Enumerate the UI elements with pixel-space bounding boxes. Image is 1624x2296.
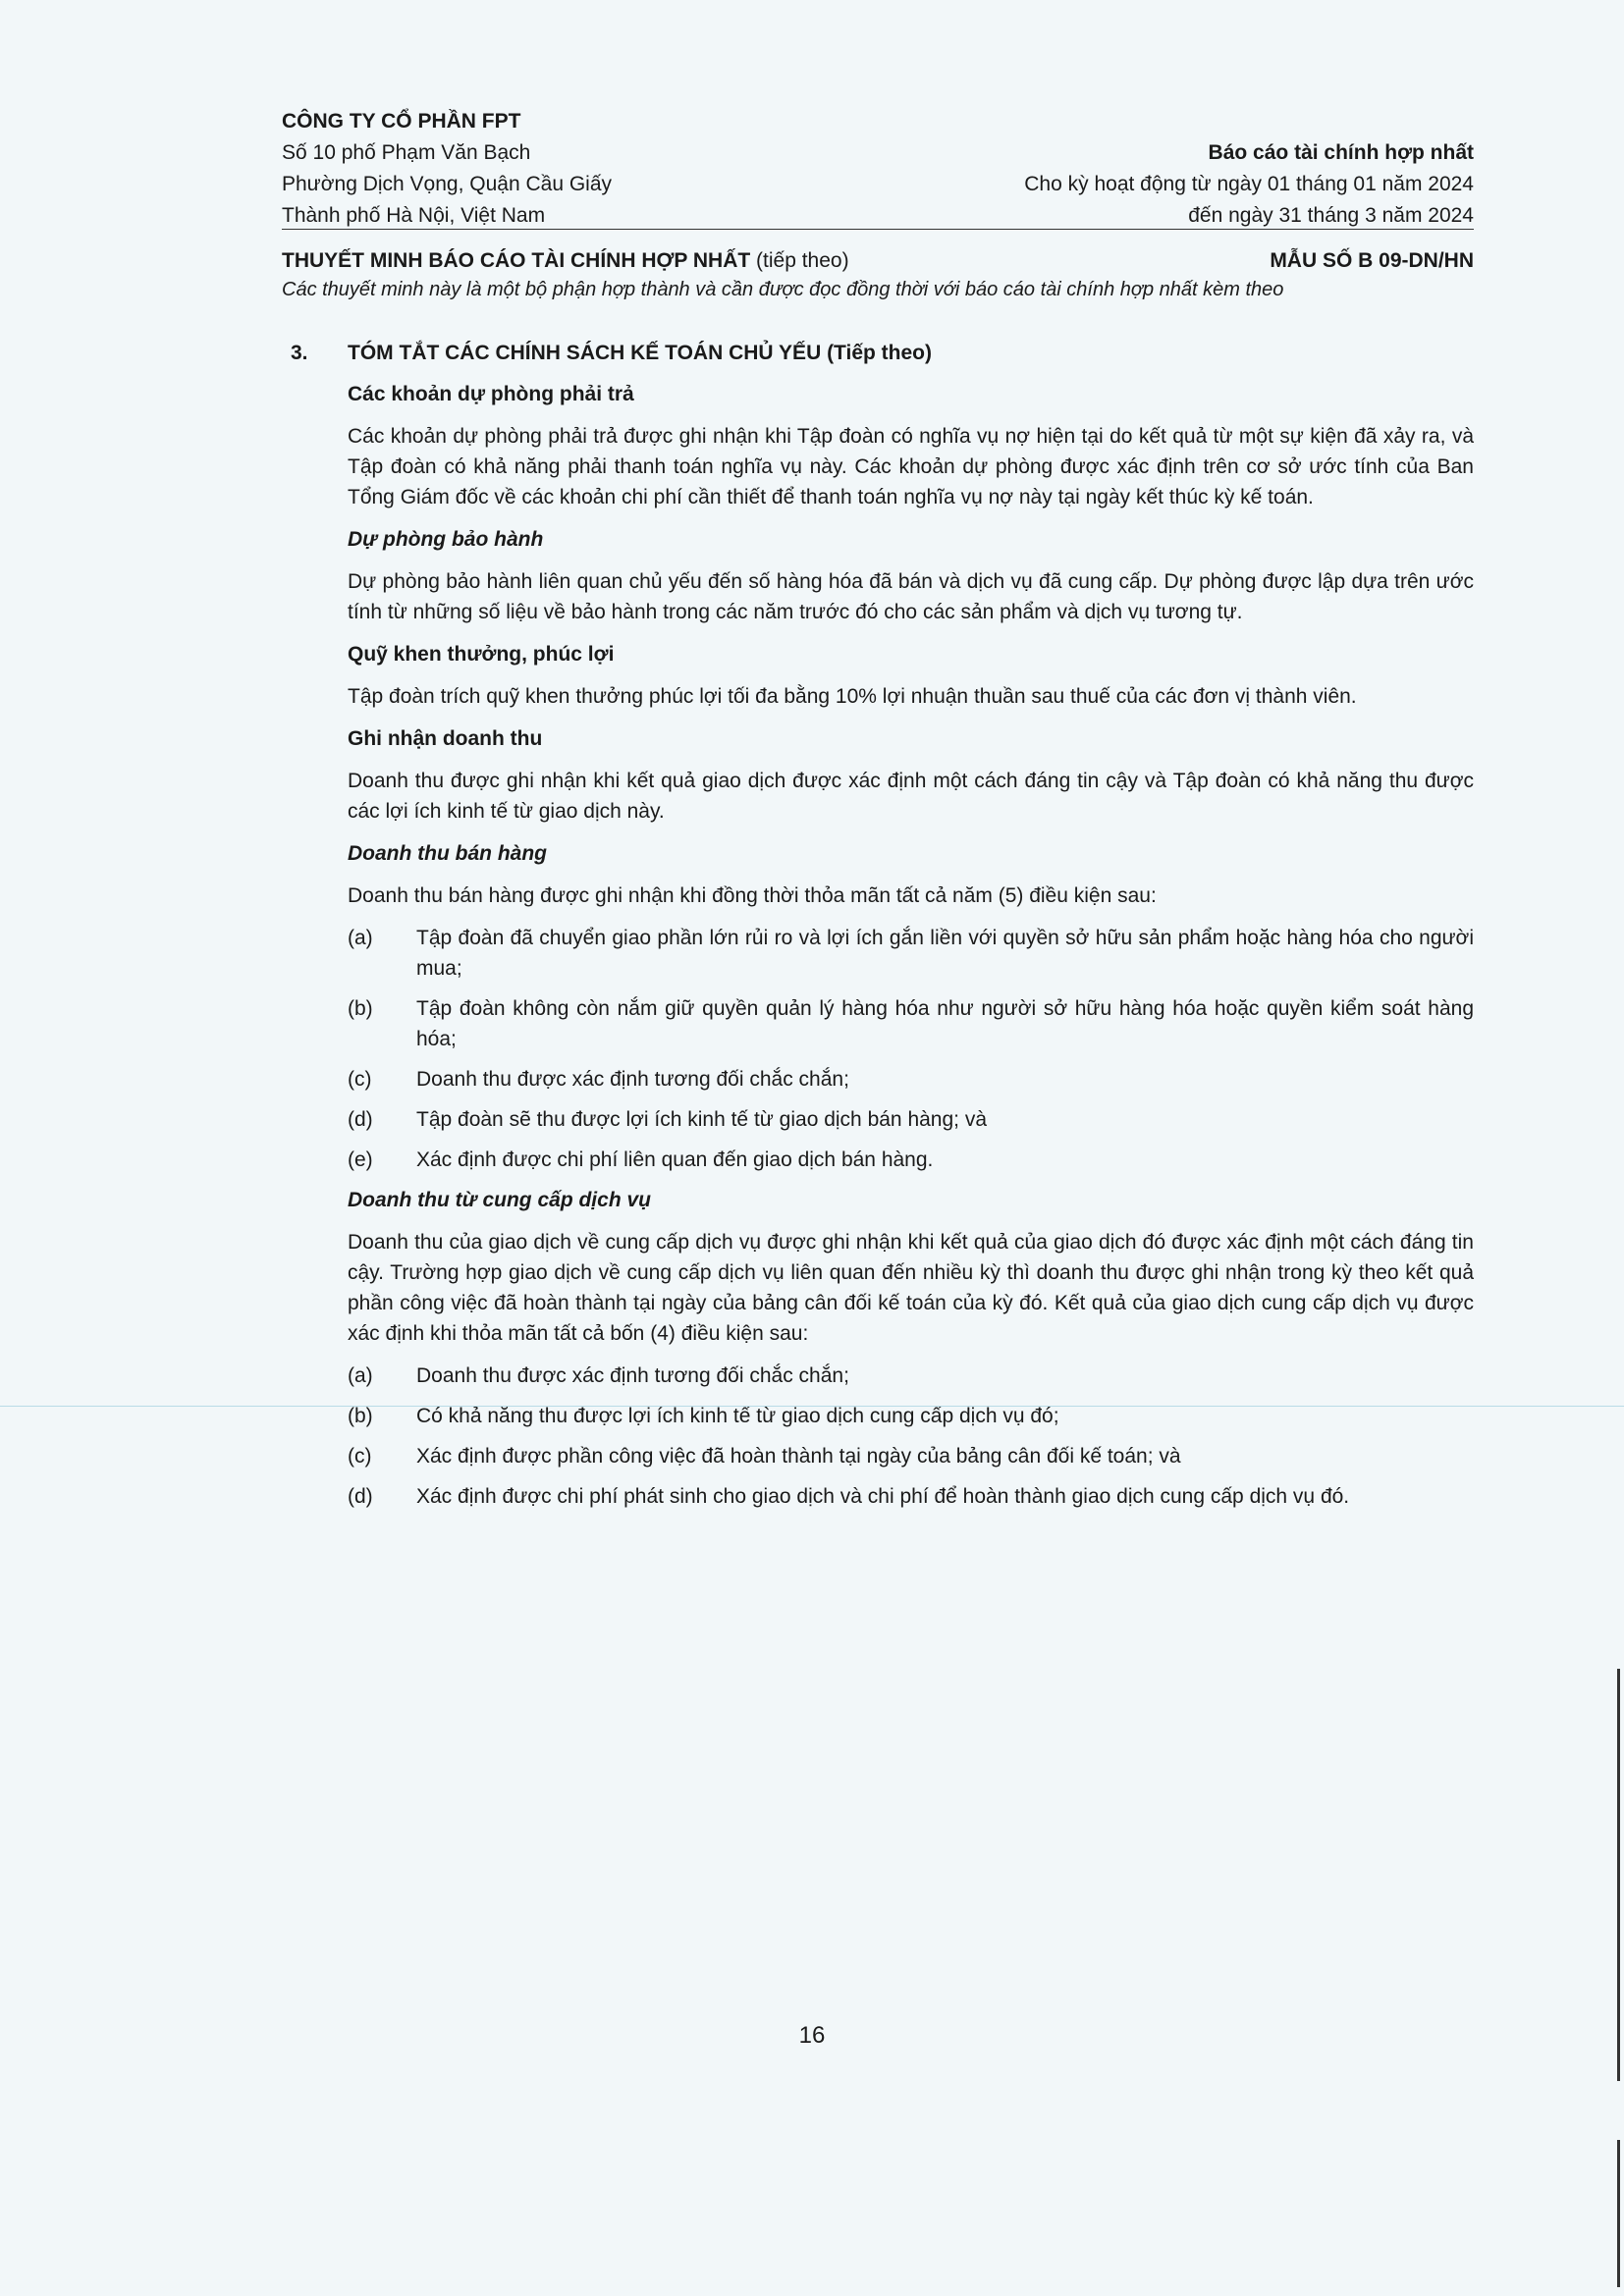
list-item-text: Tập đoàn không còn nắm giữ quyền quản lý hàng hóa như người sở hữu hàng hóa hoặc quyền kiểm soát hàng hóa; [416,997,1474,1050]
section-title-suffix: (tiếp theo) [756,249,849,272]
sales-conditions-list [348,923,1474,1175]
list-item-text: Có khả năng thu được lợi ích kinh tế từ giao dịch cung cấp dịch vụ đó; [416,1405,1059,1427]
list-item [348,1481,1474,1512]
report-period-line-1: Cho kỳ hoạt động từ ngày 01 tháng 01 năm 2024 [1024,173,1474,195]
list-item [348,1145,1474,1175]
header-divider [282,229,1474,230]
list-item-label: (a) [348,1364,373,1387]
address-line-1: Số 10 phố Phạm Văn Bạch [282,141,531,164]
section-content [348,379,1474,1512]
section-heading-number: 3. [291,342,308,364]
list-item-text: Doanh thu được xác định tương đối chắc chắn; [416,1364,849,1387]
list-item-label: (d) [348,1108,373,1131]
company-name: CÔNG TY CỔ PHẦN FPT [282,110,521,133]
list-item-label: (e) [348,1148,373,1171]
list-item-text: Xác định được chi phí phát sinh cho giao dịch và chi phí để hoàn thành giao dịch cung cấp dịch vụ đó. [416,1485,1350,1508]
list-item-label: (a) [348,927,373,949]
provisions-text: Các khoản dự phòng phải trả được ghi nhận khi Tập đoàn có nghĩa vụ nợ hiện tại do kết quả từ một sự kiện đã xảy ra, và Tập đoàn có khả năng phải thanh toán nghĩa vụ này. Các khoản dự phòng được xác định trên cơ sở ước tính của Ban Tổng Giám đốc về các khoản chi phí cần thiết để thanh toán nghĩa vụ nợ này tại ngày kết thúc kỳ kế toán. [348,425,1474,508]
scan-fold-line [0,1406,1624,1407]
address-line-2: Phường Dịch Vọng, Quận Cầu Giấy [282,173,613,195]
list-item-label: (b) [348,1405,373,1427]
list-item [348,1361,1474,1391]
page-number: 16 [798,2022,826,2049]
document-body [291,338,1474,1522]
list-item [348,1104,1474,1135]
sales-revenue-title: Doanh thu bán hàng [348,842,547,865]
section-title-text: THUYẾT MINH BÁO CÁO TÀI CHÍNH HỢP NHẤT [282,249,751,272]
provisions-title: Các khoản dự phòng phải trả [348,383,634,405]
report-period-line-2: đến ngày 31 tháng 3 năm 2024 [1188,204,1474,227]
address-line-3: Thành phố Hà Nội, Việt Nam [282,204,546,227]
list-item-label: (b) [348,997,373,1020]
section-heading [291,338,1474,368]
warranty-title: Dự phòng bảo hành [348,528,544,551]
list-item-label: (c) [348,1445,372,1468]
bonus-fund-text: Tập đoàn trích quỹ khen thưởng phúc lợi tối đa bằng 10% lợi nhuận thuần sau thuế của các đơn vị thành viên. [348,685,1357,708]
section-heading-text: TÓM TẮT CÁC CHÍNH SÁCH KẾ TOÁN CHỦ YẾU (Tiếp theo) [348,342,933,364]
bonus-fund-title: Quỹ khen thưởng, phúc lợi [348,643,615,666]
warranty-text: Dự phòng bảo hành liên quan chủ yếu đến số hàng hóa đã bán và dịch vụ đã cung cấp. Dự phòng được lập dựa trên ước tính từ những số liệu về bảo hành trong các năm trước đó cho các sản phẩm và dịch vụ tương tự. [348,570,1474,623]
list-item [348,1441,1474,1471]
report-header [1024,137,1474,232]
list-item-label: (d) [348,1485,373,1508]
form-number: MẪU SỐ B 09-DN/HN [1270,249,1474,272]
revenue-title: Ghi nhận doanh thu [348,727,543,750]
list-item [348,923,1474,984]
binding-edge-mark [1617,2140,1620,2287]
list-item-text: Doanh thu được xác định tương đối chắc chắn; [416,1068,849,1091]
report-title: Báo cáo tài chính hợp nhất [1208,141,1474,164]
services-conditions-list [348,1361,1474,1512]
list-item-text: Tập đoàn đã chuyển giao phần lớn rủi ro và lợi ích gắn liền với quyền sở hữu sản phẩm hoặc hàng hóa cho người mua; [416,927,1474,980]
list-item [348,993,1474,1054]
list-item-text: Tập đoàn sẽ thu được lợi ích kinh tế từ giao dịch bán hàng; và [416,1108,988,1131]
section-title [282,249,849,273]
list-item-text: Xác định được phần công việc đã hoàn thành tại ngày của bảng cân đối kế toán; và [416,1445,1181,1468]
list-item [348,1064,1474,1095]
sales-revenue-intro: Doanh thu bán hàng được ghi nhận khi đồng thời thỏa mãn tất cả năm (5) điều kiện sau: [348,884,1157,907]
section-note: Các thuyết minh này là một bộ phận hợp thành và cần được đọc đồng thời với báo cáo tài chính hợp nhất kèm theo [282,279,1284,300]
company-header [282,106,612,232]
binding-edge-mark [1617,1669,1620,2081]
services-revenue-title: Doanh thu từ cung cấp dịch vụ [348,1189,651,1211]
revenue-text: Doanh thu được ghi nhận khi kết quả giao dịch được xác định một cách đáng tin cậy và Tập đoàn có khả năng thu được các lợi ích kinh tế từ giao dịch này. [348,770,1474,823]
list-item-label: (c) [348,1068,372,1091]
list-item-text: Xác định được chi phí liên quan đến giao dịch bán hàng. [416,1148,934,1171]
services-revenue-intro: Doanh thu của giao dịch về cung cấp dịch vụ được ghi nhận khi kết quả của giao dịch đó được xác định một cách đáng tin cậy. Trường hợp giao dịch về cung cấp dịch vụ liên quan đến nhiều kỳ thì doanh thu được ghi nhận trong kỳ theo kết quả phần công việc đã hoàn thành tại ngày của bảng cân đối kế toán của kỳ đó. Kết quả của giao dịch cung cấp dịch vụ được xác định khi thỏa mãn tất cả bốn (4) điều kiện sau: [348,1231,1474,1345]
